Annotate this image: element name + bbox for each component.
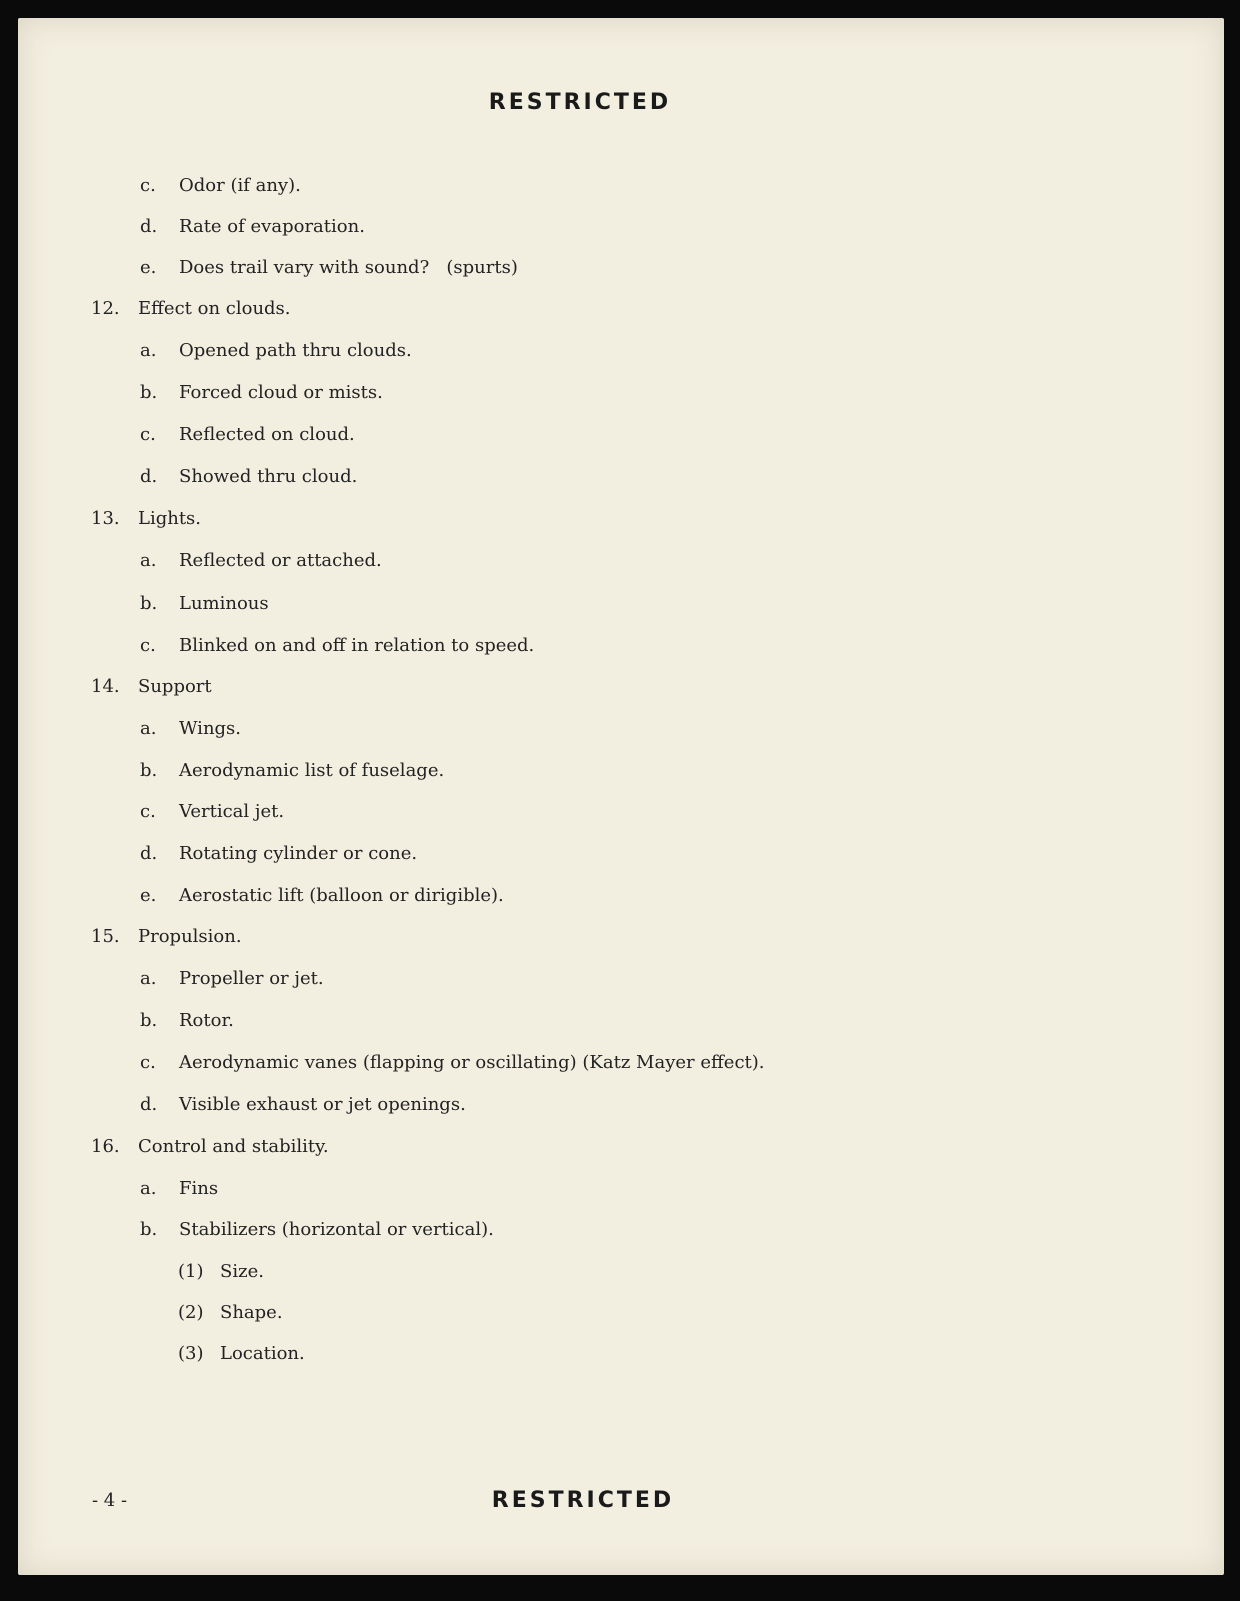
item-text: Aerodynamic vanes (flapping or oscillating) (Katz Mayer effect). [179, 1052, 765, 1073]
document-page [18, 18, 1224, 1575]
list-item [178, 1261, 264, 1283]
item-text: Aerodynamic list of fuselage. [179, 760, 445, 781]
list-item [140, 550, 382, 572]
list-item [140, 340, 412, 362]
item-text: Reflected on cloud. [179, 424, 355, 445]
item-marker: 13. [91, 508, 120, 529]
item-text: Stabilizers (horizontal or vertical). [179, 1219, 494, 1240]
item-text: Lights. [138, 508, 202, 529]
list-item [140, 1178, 218, 1200]
list-item [140, 382, 383, 404]
item-text: Location. [220, 1343, 305, 1364]
item-marker: a. [140, 718, 157, 739]
item-marker: e. [140, 885, 157, 906]
item-marker: b. [140, 593, 158, 614]
list-item [91, 676, 212, 698]
item-text: Rotating cylinder or cone. [179, 843, 418, 864]
item-text: Does trail vary with sound? (spurts) [179, 257, 518, 278]
list-item [140, 1094, 466, 1116]
item-marker: c. [140, 801, 156, 822]
list-item [140, 216, 365, 238]
item-text: Propulsion. [138, 926, 242, 947]
list-item [178, 1343, 305, 1365]
item-text: Showed thru cloud. [179, 466, 358, 487]
item-text: Aerostatic lift (balloon or dirigible). [179, 885, 504, 906]
list-item [140, 968, 324, 990]
list-item [140, 466, 357, 488]
item-text: Propeller or jet. [179, 968, 324, 989]
list-item [140, 593, 269, 615]
item-marker: (1) [178, 1261, 204, 1282]
item-marker: 12. [91, 298, 120, 319]
item-marker: b. [140, 760, 158, 781]
item-marker: c. [140, 175, 156, 196]
list-item [140, 424, 355, 446]
item-text: Vertical jet. [179, 801, 285, 822]
item-text: Size. [220, 1261, 264, 1282]
list-item [140, 1219, 494, 1241]
item-marker: a. [140, 1178, 157, 1199]
list-item [140, 718, 241, 740]
footer-classification: RESTRICTED [491, 1488, 675, 1513]
item-text: Opened path thru clouds. [179, 340, 412, 361]
item-marker: d. [140, 216, 158, 237]
list-item [91, 298, 291, 320]
item-text: Effect on clouds. [138, 298, 291, 319]
page-number: - 4 - [92, 1490, 128, 1511]
item-text: Forced cloud or mists. [179, 382, 383, 403]
item-marker: d. [140, 843, 158, 864]
item-marker: 15. [91, 926, 120, 947]
item-text: Reflected or attached. [179, 550, 382, 571]
list-item [140, 843, 417, 865]
item-marker: b. [140, 1219, 158, 1240]
item-text: Wings. [179, 718, 242, 739]
item-text: Fins [179, 1178, 219, 1199]
item-text: Rate of evaporation. [179, 216, 365, 237]
item-marker: c. [140, 424, 156, 445]
header-classification: RESTRICTED [488, 90, 672, 115]
item-marker: 16. [91, 1136, 120, 1157]
list-item [140, 635, 534, 657]
list-item [91, 1136, 329, 1158]
item-marker: a. [140, 550, 157, 571]
item-marker: d. [140, 1094, 158, 1115]
item-text: Control and stability. [138, 1136, 329, 1157]
item-text: Visible exhaust or jet openings. [179, 1094, 466, 1115]
item-text: Rotor. [179, 1010, 234, 1031]
item-text: Support [138, 676, 212, 697]
item-marker: b. [140, 1010, 158, 1031]
item-marker: a. [140, 968, 157, 989]
item-text: Odor (if any). [179, 175, 301, 196]
item-marker: b. [140, 382, 158, 403]
list-item [140, 1052, 765, 1074]
list-item [91, 508, 201, 530]
item-text: Blinked on and off in relation to speed. [179, 635, 535, 656]
item-marker: d. [140, 466, 158, 487]
item-marker: a. [140, 340, 157, 361]
list-item [178, 1302, 283, 1324]
item-marker: c. [140, 1052, 156, 1073]
item-text: Shape. [220, 1302, 283, 1323]
list-item [140, 760, 444, 782]
item-marker: 14. [91, 676, 120, 697]
list-item [140, 257, 518, 279]
item-marker: c. [140, 635, 156, 656]
list-item [140, 885, 504, 907]
item-marker: (2) [178, 1302, 204, 1323]
item-marker: (3) [178, 1343, 204, 1364]
list-item [91, 926, 242, 948]
item-text: Luminous [179, 593, 269, 614]
list-item [140, 175, 301, 197]
item-marker: e. [140, 257, 157, 278]
list-item [140, 801, 284, 823]
list-item [140, 1010, 234, 1032]
